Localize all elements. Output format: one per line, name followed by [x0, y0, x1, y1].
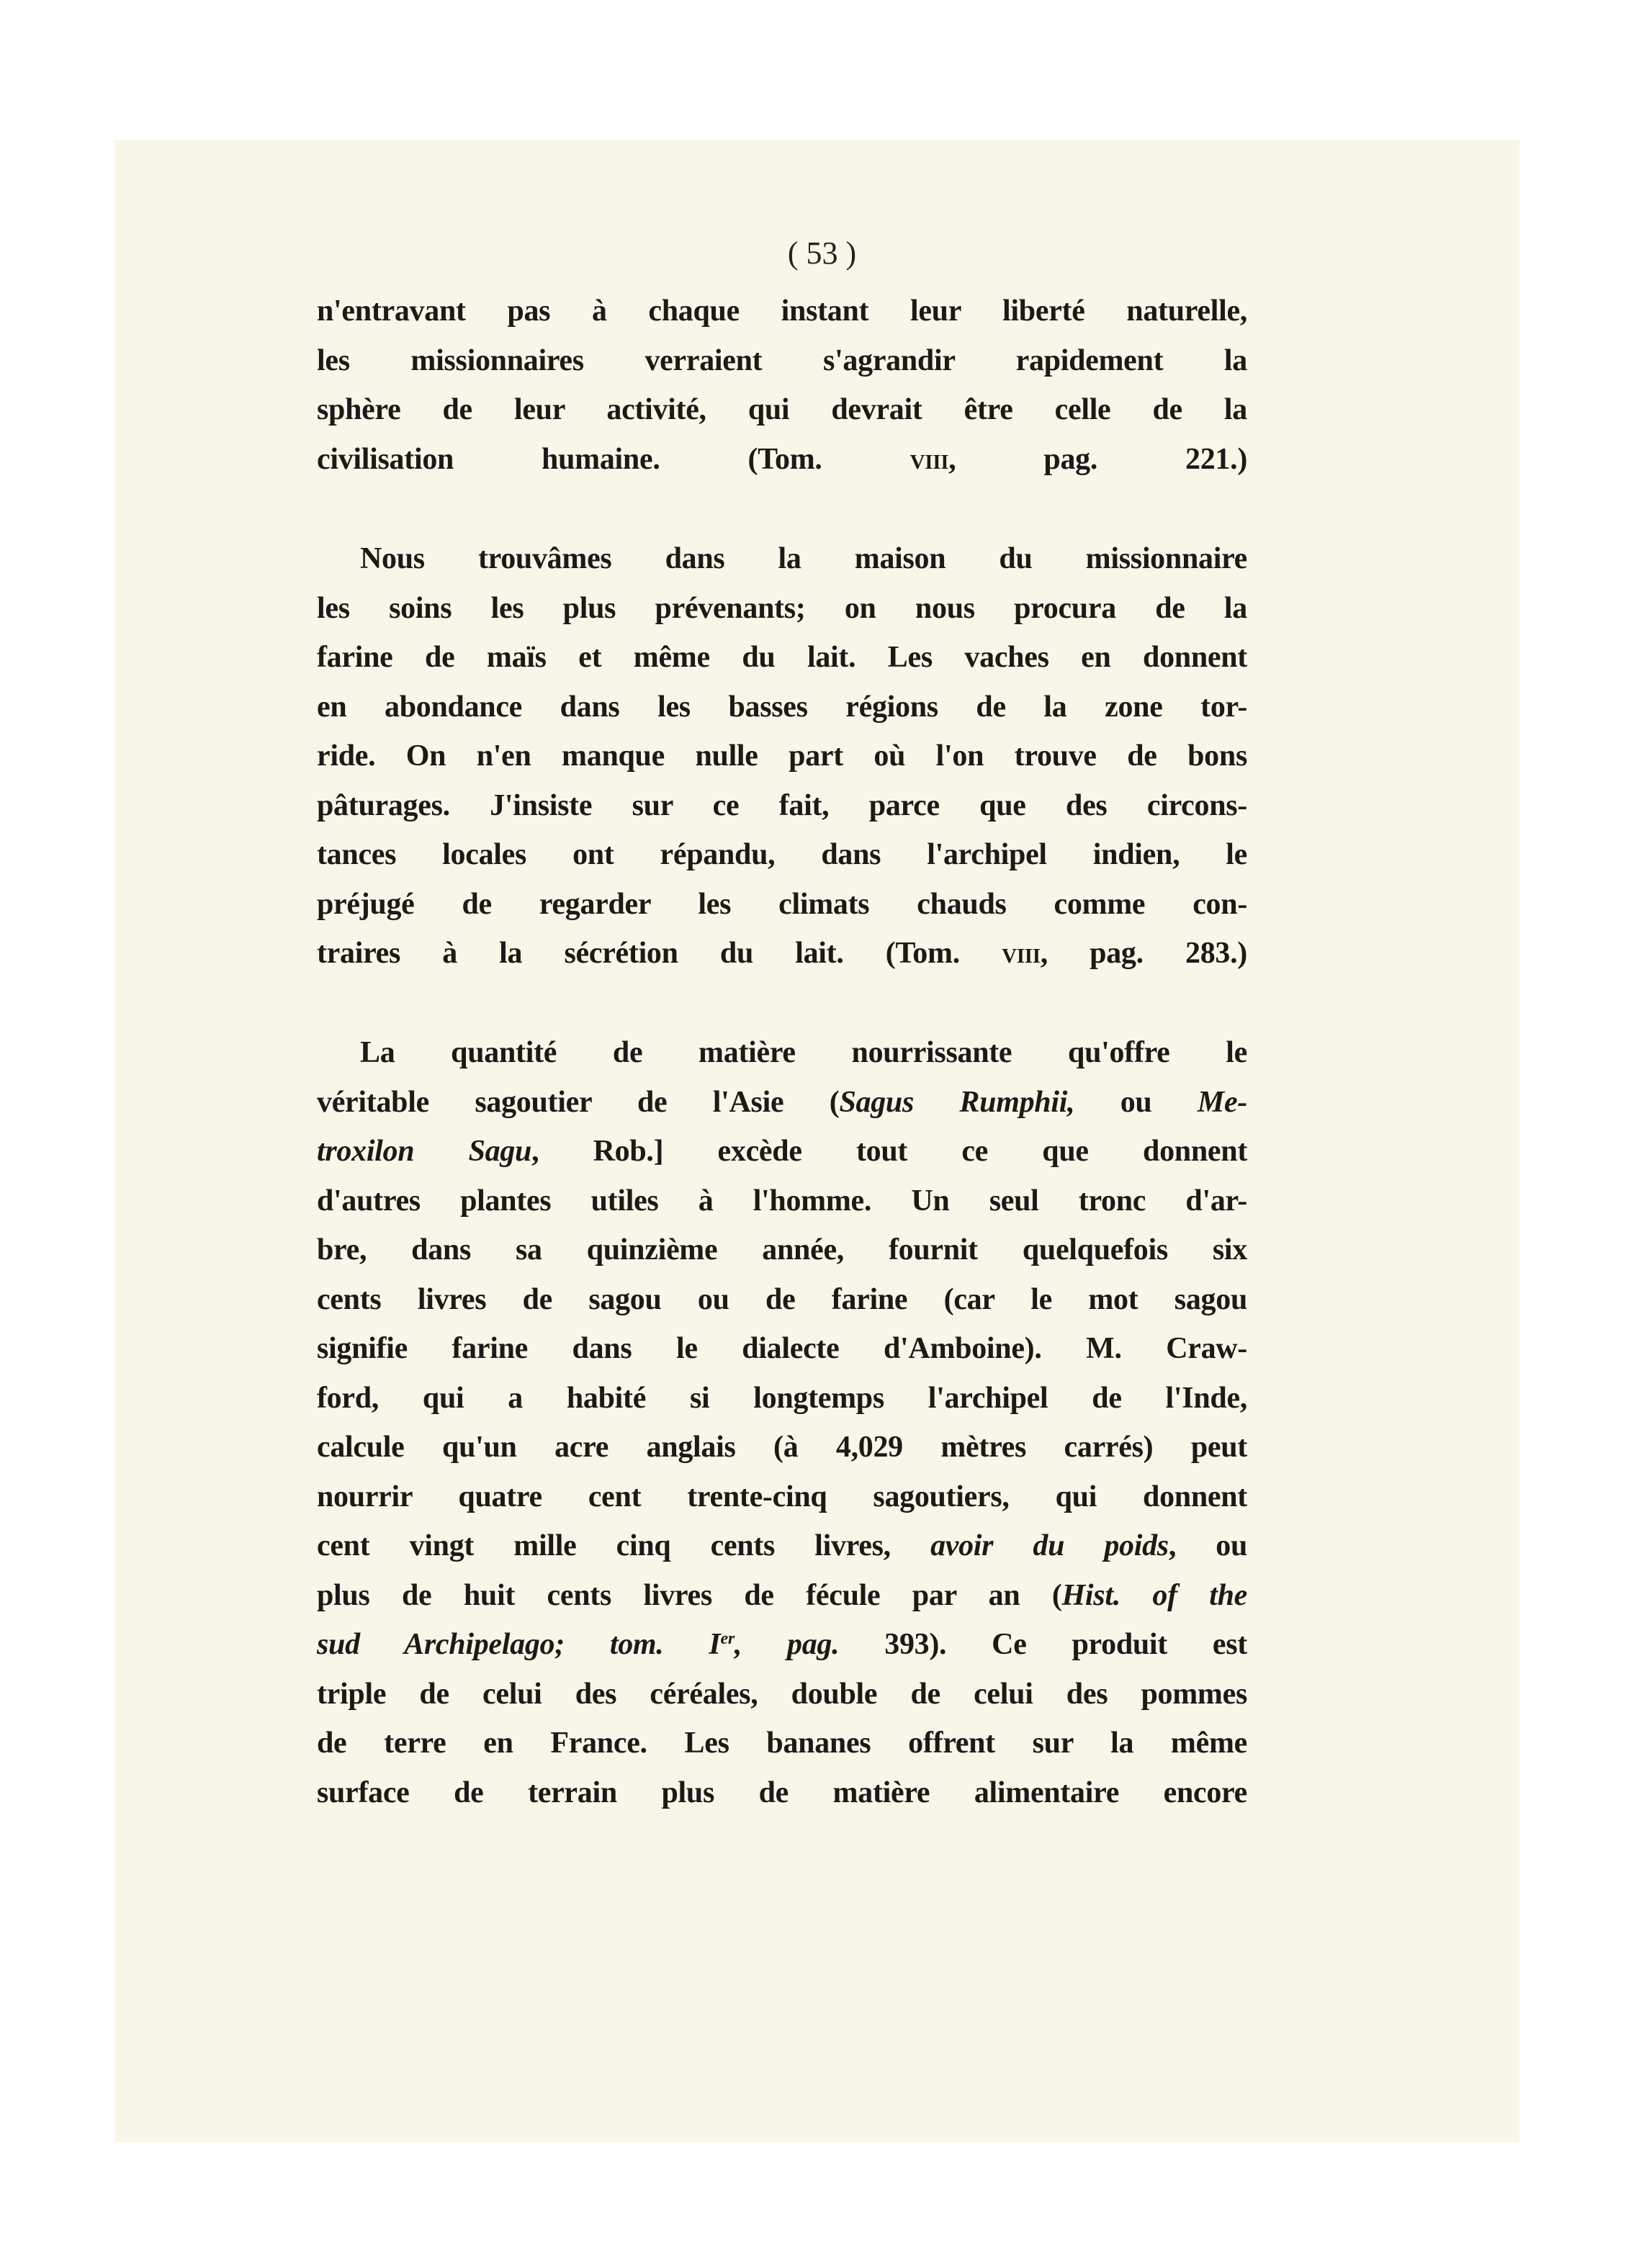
italic-text: sud Archipelago; tom. I [317, 1628, 721, 1661]
text-line [317, 1275, 1247, 1325]
text-line [317, 287, 1247, 336]
text-line [317, 1028, 1247, 1078]
text-line [317, 385, 1247, 435]
text-line [317, 1324, 1247, 1374]
text-segment: les soins les plus prévenants; on nous procura de la [317, 591, 1247, 625]
text-segment: bre, dans sa quinzième année, fournit quelquefois six [317, 1233, 1247, 1266]
text-line [317, 830, 1247, 880]
text-line [317, 435, 1247, 485]
paragraph-1 [317, 287, 1247, 484]
text-line [317, 683, 1247, 732]
text-segment: civilisation humaine. (Tom. [317, 442, 910, 476]
text-segment: er [720, 1629, 735, 1648]
text-segment: en abondance dans les basses régions de la zone tor- [317, 690, 1247, 724]
text-line [317, 1571, 1247, 1621]
text-segment: , ou [1168, 1529, 1247, 1562]
text-segment: viii [1002, 937, 1041, 970]
italic-text: Hist. of the [1061, 1578, 1247, 1612]
text-line [317, 880, 1247, 930]
text-segment: d'autres plantes utiles à l'homme. Un seul tronc d'ar- [317, 1184, 1247, 1218]
text-segment: tances locales ont répandu, dans l'archipel indien, le [317, 838, 1247, 871]
text-segment: , Rob.] excède tout ce que donnent [531, 1135, 1247, 1168]
text-segment: véritable sagoutier de l'Asie ( [317, 1085, 840, 1119]
text-line [317, 336, 1247, 386]
text-segment: ou [1074, 1085, 1198, 1119]
text-line [317, 732, 1247, 781]
page-number: ( 53 ) [787, 235, 857, 271]
italic-text: troxilon Sagu [317, 1135, 532, 1168]
text-line [317, 1719, 1247, 1768]
text-segment: Nous trouvâmes dans la maison du missionnaire [360, 542, 1247, 575]
text-segment: 393). Ce produit est [839, 1628, 1247, 1661]
text-segment: cent vingt mille cinq cents livres, [317, 1529, 931, 1562]
text-segment: triple de celui des céréales, double de celui des pommes [317, 1677, 1247, 1711]
text-line [317, 1078, 1247, 1128]
text-segment: signifie farine dans le dialecte d'Amboine). M. Craw- [317, 1332, 1247, 1365]
italic-text: avoir du poids [930, 1529, 1169, 1562]
text-line [317, 584, 1247, 634]
text-segment: surface de terrain plus de matière alimentaire encore [317, 1776, 1247, 1809]
text-line [317, 1768, 1247, 1818]
text-segment: les missionnaires verraient s'agrandir rapidement la [317, 343, 1247, 377]
text-line [317, 1127, 1247, 1176]
italic-text: Me- [1197, 1085, 1247, 1119]
paragraph-2 [317, 534, 1247, 978]
text-segment: de terre en France. Les bananes offrent sur la même [317, 1727, 1247, 1760]
text-line [317, 534, 1247, 584]
italic-text: , pag. [734, 1628, 840, 1661]
paragraph-3 [317, 1028, 1247, 1817]
text-line [317, 1225, 1247, 1275]
text-segment: sphère de leur activité, qui devrait être celle de la [317, 393, 1247, 426]
text-segment: préjugé de regarder les climats chauds comme con- [317, 887, 1247, 921]
text-segment: pâturages. J'insiste sur ce fait, parce que des circons- [317, 788, 1247, 822]
italic-text: Sagus Rumphii, [839, 1085, 1075, 1119]
text-segment: calcule qu'un acre anglais (à 4,029 mètres carrés) peut [317, 1431, 1247, 1464]
text-line [317, 1472, 1247, 1522]
text-line [317, 1521, 1247, 1571]
text-segment: cents livres de sagou ou de farine (car le mot sagou [317, 1282, 1247, 1316]
text-line [317, 1176, 1247, 1226]
text-line [317, 781, 1247, 831]
text-segment: nourrir quatre cent trente-cinq sagoutiers, qui donnent [317, 1480, 1247, 1513]
text-segment: n'entravant pas à chaque instant leur liberté naturelle, [317, 294, 1247, 328]
text-segment: plus de huit cents livres de fécule par an ( [317, 1578, 1062, 1612]
text-segment: ride. On n'en manque nulle part où l'on trouve de bons [317, 739, 1247, 773]
text-segment: , pag. 283.) [1040, 937, 1247, 970]
text-segment: viii [909, 442, 949, 476]
text-segment: , pag. 221.) [948, 442, 1248, 476]
text-line [317, 1423, 1247, 1472]
text-segment: ford, qui a habité si longtemps l'archipel de l'Inde, [317, 1381, 1247, 1415]
text-line [317, 1374, 1247, 1423]
text-line [317, 1620, 1247, 1670]
text-segment: traires à la sécrétion du lait. (Tom. [317, 937, 1002, 970]
text-segment: La quantité de matière nourrissante qu'offre le [360, 1036, 1247, 1069]
text-line [317, 1670, 1247, 1719]
text-segment: farine de maïs et même du lait. Les vaches en donnent [317, 641, 1247, 674]
text-line [317, 633, 1247, 683]
text-line [317, 929, 1247, 978]
